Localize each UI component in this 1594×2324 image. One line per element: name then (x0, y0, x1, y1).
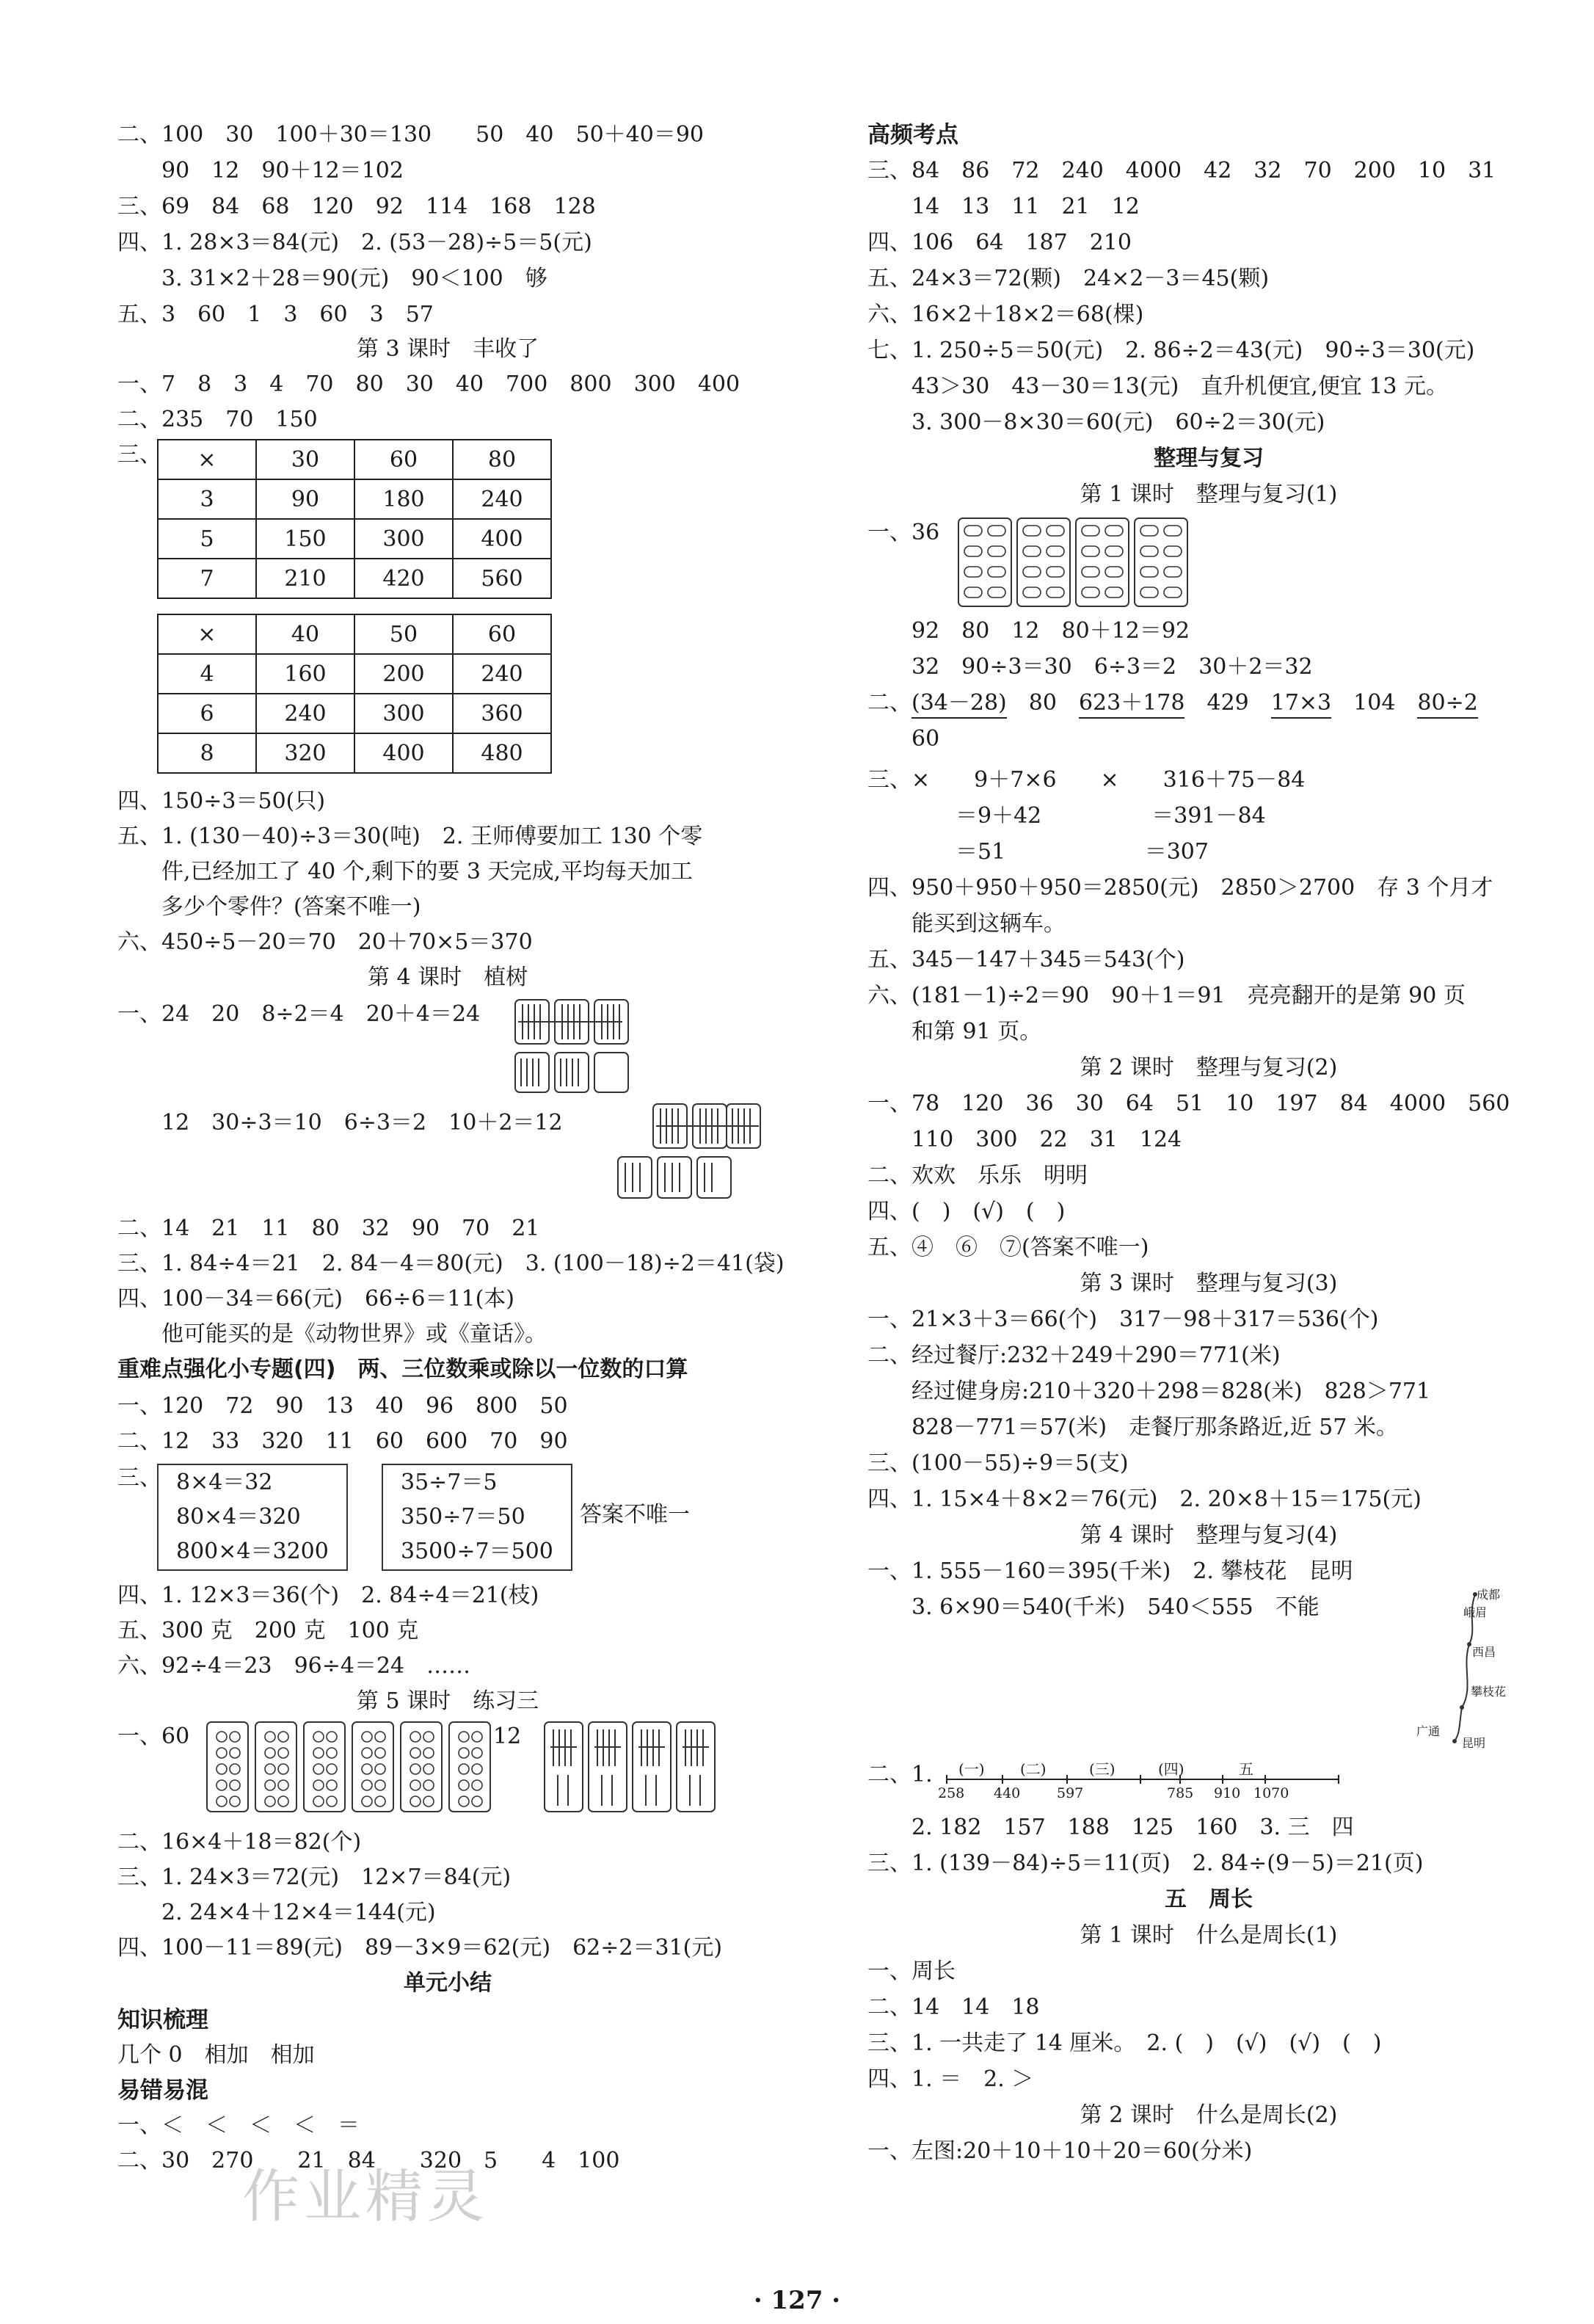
answer-line: 五、1. (130－40)÷3＝30(吨) 2. 王师傅要加工 130 个零 (117, 824, 703, 849)
lesson-title: 第 3 课时 整理与复习(3) (1080, 1271, 1338, 1296)
page-number: · 127 · (753, 2286, 841, 2315)
table-cell: 40 (256, 614, 354, 654)
equation: 3500÷7＝500 (401, 1539, 553, 1564)
answer-box-2 (382, 1464, 572, 1571)
answer-line: 和第 91 页。 (867, 1019, 1042, 1045)
segment-label: (三) (1089, 1760, 1116, 1778)
answer-line: 2. 182 157 188 125 160 3. 三 四 (867, 1815, 1354, 1840)
answer-line: 三、1. 一共走了 14 厘米。 2. ( ) (√) (√) ( ) (867, 2030, 1382, 2056)
answer-line: 一、左图:20＋10＋10＋20＝60(分米) (867, 2138, 1253, 2164)
table-cell: 8 (158, 733, 256, 773)
map-label: 广通 (1416, 1724, 1441, 1738)
lesson-title: 第 2 课时 整理与复习(2) (1080, 1055, 1338, 1081)
table-cell: 50 (354, 614, 453, 654)
answer-line: 一、＜ ＜ ＜ ＜ ＝ (117, 2113, 360, 2138)
distance-number-line (938, 1757, 1349, 1804)
answer-item: 80 (1028, 690, 1057, 716)
answer-line: 一、78 120 36 30 64 51 10 197 84 4000 560 (867, 1091, 1510, 1116)
table-cell: 30 (256, 440, 354, 479)
section-title: 单元小结 (404, 1970, 492, 1996)
answer-line: 五、345－147＋345＝543(个) (867, 947, 1185, 973)
answer-line: 六、450÷5－20＝70 20＋70×5＝370 (117, 929, 533, 955)
answer-line: 2. 24×4＋12×4＝144(元) (117, 1900, 436, 1925)
answer-line: 二、14 21 11 80 32 90 70 21 (117, 1216, 540, 1241)
answer-line: 六、(181－1)÷2＝90 90＋1＝91 亮亮翻开的是第 90 页 (867, 983, 1466, 1009)
section-title: 高频考点 (867, 122, 958, 148)
table-cell: 480 (453, 733, 551, 773)
stick-bundles-picture (514, 997, 631, 1100)
lesson-title: 第 1 课时 整理与复习(1) (1080, 482, 1338, 507)
answer-line: 三、1. 24×3＝72(元) 12×7＝84(元) (117, 1864, 512, 1890)
answer-line (867, 689, 1478, 718)
answer-line: 一、120 72 90 13 40 96 800 50 (117, 1393, 568, 1419)
counter-cards-picture (205, 1721, 499, 1816)
answer-line: 3. 31×2＋28＝90(元) 90＜100 够 (117, 266, 547, 291)
table-row (158, 694, 551, 733)
answer-line: 三、1. 84÷4＝21 2. 84－4＝80(元) 3. (100－18)÷2＝41(袋) (117, 1251, 785, 1277)
table-cell: 400 (354, 733, 453, 773)
answer-line: 经过健身房:210＋320＋298＝828(米) 828＞771 (867, 1379, 1431, 1404)
watermark: 作业精灵 (242, 2164, 490, 2230)
answer-line: 三、1. (139－84)÷5＝11(页) 2. 84÷(9－5)＝21(页) (867, 1851, 1424, 1876)
answer-line: 12 30÷3＝10 6÷3＝2 10＋2＝12 (117, 1110, 563, 1136)
answer-line: 五、3 60 1 3 60 3 57 (117, 302, 434, 327)
answer-line: 多少个零件？(答案不唯一) (117, 894, 421, 920)
answer-item: 17×3 (1271, 690, 1331, 719)
table-row (158, 654, 551, 694)
table-cell: 150 (256, 519, 354, 559)
subsection-title: 知识梳理 (117, 2007, 208, 2033)
table-cell: 200 (354, 654, 453, 694)
table-row (158, 559, 551, 598)
answer-label: 三、 (117, 442, 161, 468)
answer-line: 四、100－34＝66(元) 66÷6＝11(本) (117, 1286, 514, 1312)
table-cell: 80 (453, 440, 551, 479)
table-row (158, 479, 551, 519)
table-cell: 300 (354, 694, 453, 733)
answer-line: 3. 300－8×30＝60(元) 60÷2＝30(元) (867, 410, 1325, 435)
answer-line: 32 90÷3＝30 6÷3＝2 30＋2＝32 (867, 654, 1313, 680)
answer-line: 14 13 11 21 12 (867, 194, 1140, 219)
answer-line: 能买到这辆车。 (867, 911, 1066, 937)
answer-item: 623＋178 (1079, 690, 1185, 719)
table-cell: 240 (453, 654, 551, 694)
lesson-title: 第 1 课时 什么是周长(1) (1080, 1922, 1338, 1948)
lesson-title: 第 2 课时 什么是周长(2) (1080, 2102, 1338, 2128)
answer-line: 四、1. 15×4＋8×2＝76(元) 2. 20×8＋15＝175(元) (867, 1486, 1422, 1512)
calc-line: ＝51 ＝307 (867, 839, 1209, 865)
special-topic-title: 重难点强化小专题(四) 两、三位数乘或除以一位数的口算 (117, 1357, 688, 1382)
answer-item: 104 (1353, 690, 1396, 716)
calc-line: ＝9＋42 ＝391－84 (867, 803, 1266, 829)
answer-line: 三、84 86 72 240 4000 42 32 70 200 10 31 (867, 158, 1496, 184)
answer-line: 一、周长 (867, 1958, 956, 1984)
answer-line: 四、1. 12×3＝36(个) 2. 84÷4＝21(枝) (117, 1583, 539, 1608)
tick-label: 597 (1057, 1785, 1084, 1801)
table-cell: 560 (453, 559, 551, 598)
answer-line: 六、16×2＋18×2＝68(棵) (867, 302, 1144, 327)
table-row (158, 440, 551, 479)
map-label: 西昌 (1472, 1645, 1496, 1659)
answer-label: 二、1. (867, 1762, 933, 1787)
section-title: 整理与复习 (1154, 446, 1264, 471)
answer-line: 五、24×3＝72(颗) 24×2－3＝45(颗) (867, 266, 1270, 291)
table-cell: 4 (158, 654, 256, 694)
lesson-title: 第 5 课时 练习三 (356, 1688, 539, 1714)
answer-line: 四、( ) (√) ( ) (867, 1199, 1066, 1224)
answer-value: 12 (493, 1724, 522, 1749)
answer-line: 四、150÷3＝50(只) (117, 788, 326, 814)
tick-label: 785 (1167, 1785, 1194, 1801)
answer-line: 一、7 8 3 4 70 80 30 40 700 800 300 400 (117, 371, 740, 397)
answer-line: 828－771＝57(米) 走餐厅那条路近,近 57 米。 (867, 1415, 1398, 1440)
table-cell: 5 (158, 519, 256, 559)
answer-line: 四、1. 28×3＝84(元) 2. (53－28)÷5＝5(元) (117, 230, 592, 255)
answer-line: 二、235 70 150 (117, 407, 318, 432)
table-cell: 240 (256, 694, 354, 733)
answer-item: (34－28) (911, 690, 1007, 719)
map-label: 攀枝花 (1471, 1685, 1507, 1699)
answer-line: 一、1. 555－160＝395(千米) 2. 攀枝花 昆明 (867, 1558, 1353, 1584)
table-cell: 60 (354, 440, 453, 479)
tick-label: 910 (1214, 1785, 1241, 1801)
answer-line: 几个 0 相加 相加 (117, 2042, 315, 2068)
map-label: 昆明 (1462, 1736, 1486, 1750)
lesson-title: 第 4 课时 整理与复习(4) (1080, 1522, 1338, 1548)
table-cell: 6 (158, 694, 256, 733)
table-cell: × (158, 440, 256, 479)
answer-label: 二、 (867, 690, 911, 716)
table-row (158, 614, 551, 654)
table-cell: 320 (256, 733, 354, 773)
table-cell: 3 (158, 479, 256, 519)
tick-label: 440 (994, 1785, 1021, 1801)
answer-line: 他可能买的是《动物世界》或《童话》。 (117, 1321, 547, 1347)
answer-line: 二、12 33 320 11 60 600 70 90 (117, 1428, 568, 1454)
answer-line: 一、36 (867, 520, 940, 545)
equation: 8×4＝32 (176, 1470, 273, 1495)
answer-line: 二、欢欢 乐乐 明明 (867, 1163, 1088, 1188)
table-cell: 360 (453, 694, 551, 733)
answer-line: 件,已经加工了 40 个,剩下的要 3 天完成,平均每天加工 (117, 859, 694, 885)
answer-line: 三、69 84 68 120 92 114 168 128 (117, 194, 596, 219)
lesson-title: 第 3 课时 丰收了 (356, 336, 539, 362)
answer-line: 四、106 64 187 210 (867, 230, 1132, 255)
equation: 800×4＝3200 (176, 1539, 329, 1564)
answer-line: 一、60 (117, 1724, 190, 1749)
table-cell: 7 (158, 559, 256, 598)
map-label: 峨眉 (1463, 1605, 1488, 1619)
answer-item: 80÷2 (1417, 690, 1477, 719)
table-cell: 300 (354, 519, 453, 559)
table-cell: 60 (453, 614, 551, 654)
answer-line: 3. 6×90＝540(千米) 540＜555 不能 (867, 1594, 1320, 1620)
answer-line: 一、24 20 8÷2＝4 20＋4＝24 (117, 1001, 481, 1027)
answer-line: 92 80 12 80＋12＝92 (867, 618, 1190, 644)
answer-line: 二、100 30 100＋30＝130 50 40 50＋40＝90 (117, 122, 704, 148)
table-cell: 210 (256, 559, 354, 598)
segment-label: (二) (1020, 1760, 1047, 1778)
equation: 35÷7＝5 (401, 1470, 498, 1495)
answer-line: 四、100－11＝89(元) 89－3×9＝62(元) 62÷2＝31(元) (117, 1935, 723, 1961)
table-cell: 420 (354, 559, 453, 598)
table-cell: 160 (256, 654, 354, 694)
answer-box-1 (157, 1464, 348, 1571)
tick-label: 1070 (1253, 1785, 1289, 1801)
table-row (158, 733, 551, 773)
chapter-title: 五 周长 (1165, 1887, 1253, 1912)
table-cell: 400 (453, 519, 551, 559)
answer-line: 110 300 22 31 124 (867, 1127, 1182, 1152)
answer-item: 429 (1207, 690, 1249, 716)
stick-cards-picture (543, 1721, 719, 1816)
answer-line: 二、30 270 21 84 320 5 4 100 (117, 2148, 620, 2174)
answer-line: 二、16×4＋18＝82(个) (117, 1829, 362, 1855)
route-map (1389, 1586, 1535, 1754)
answer-line: 六、92÷4＝23 96÷4＝24 …… (117, 1653, 471, 1679)
answer-line: 五、300 克 200 克 100 克 (117, 1618, 419, 1644)
answer-line: 四、1. ＝ 2. ＞ (867, 2066, 1034, 2092)
calc-line: 三、× 9＋7×6 × 316＋75－84 (867, 767, 1306, 793)
lesson-title: 第 4 课时 植树 (367, 965, 528, 990)
stick-bundles-picture (616, 1101, 763, 1204)
segment-label: (四) (1158, 1760, 1184, 1778)
answer-line: 七、1. 250÷5＝50(元) 2. 86÷2＝43(元) 90÷3＝30(元) (867, 338, 1475, 363)
table-cell: × (158, 614, 256, 654)
table-cell: 180 (354, 479, 453, 519)
table-cell: 240 (453, 479, 551, 519)
equation: 350÷7＝50 (401, 1504, 525, 1530)
answer-label: 三、 (117, 1465, 161, 1491)
answer-line: 四、950＋950＋950＝2850(元) 2850＞2700 存 3 个月才 (867, 875, 1493, 901)
answer-line: 90 12 90＋12＝102 (117, 158, 404, 184)
equation: 80×4＝320 (176, 1504, 301, 1530)
segment-label: (一) (958, 1760, 985, 1778)
answer-line: 二、经过餐厅:232＋249＋290＝771(米) (867, 1343, 1281, 1368)
subsection-title: 易错易混 (117, 2077, 208, 2104)
tick-label: 258 (938, 1785, 965, 1801)
multiplication-table-1 (157, 439, 552, 599)
map-label: 成都 (1477, 1588, 1501, 1602)
answer-line: 五、④ ⑥ ⑦(答案不唯一) (867, 1235, 1149, 1260)
answer-line: 二、14 14 18 (867, 1994, 1040, 2020)
answer-note: 答案不唯一 (580, 1502, 690, 1528)
answer-line: 一、21×3＋3＝66(个) 317－98＋317＝536(个) (867, 1307, 1379, 1332)
answer-line: 60 (867, 726, 940, 752)
segment-label: 五 (1239, 1760, 1253, 1778)
table-row (158, 519, 551, 559)
answer-line: 三、(100－55)÷9＝5(支) (867, 1450, 1129, 1476)
answer-line: 43＞30 43－30＝13(元) 直升机便宜,便宜 13 元。 (867, 374, 1449, 399)
multiplication-table-2 (157, 614, 552, 774)
table-cell: 90 (256, 479, 354, 519)
counter-cards-picture (957, 517, 1190, 609)
